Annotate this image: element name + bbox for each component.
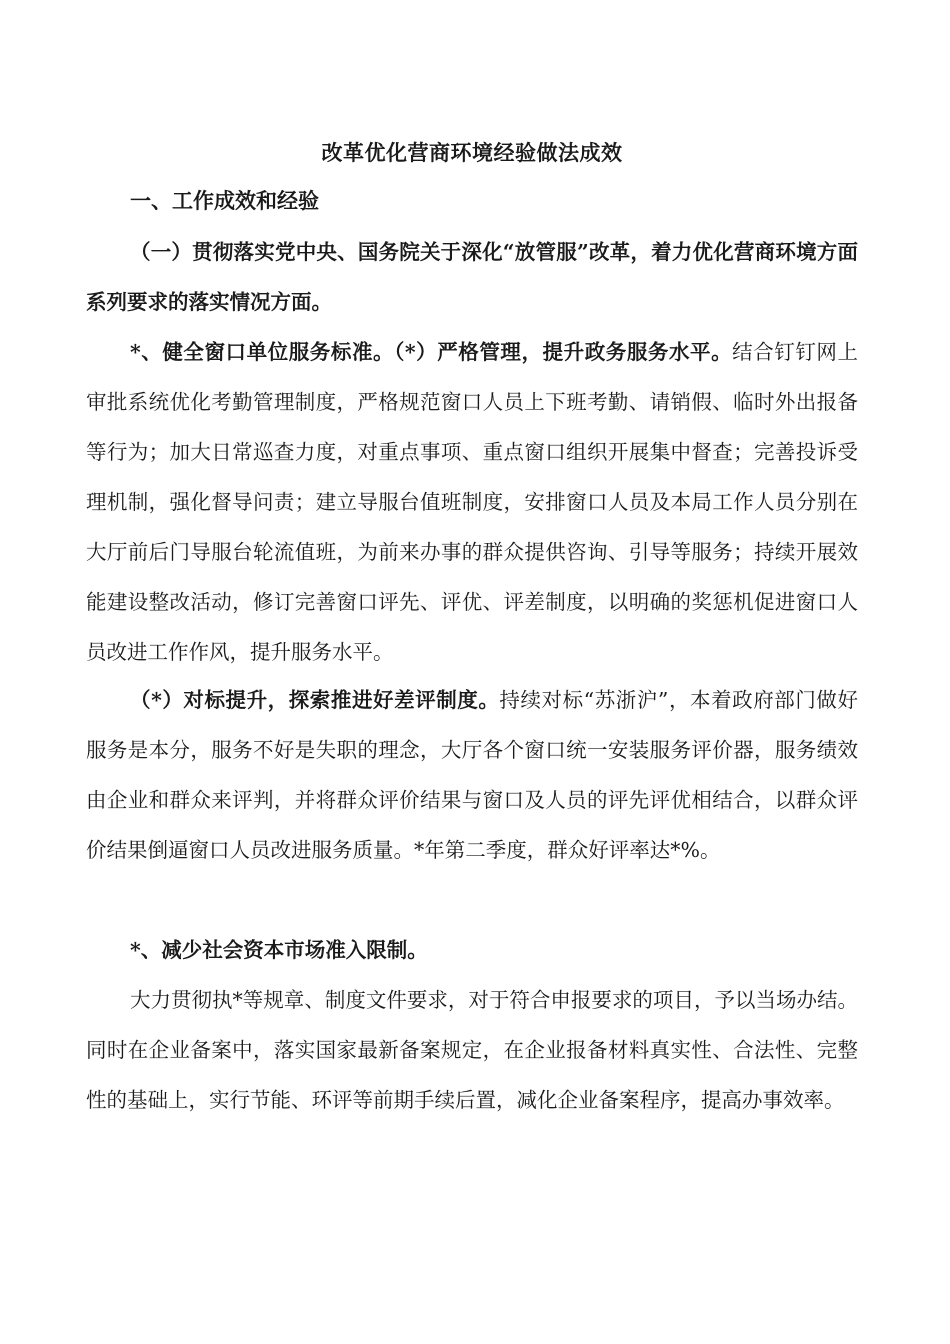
- paragraph-4: *、减少社会资本市场准入限制。: [130, 938, 428, 962]
- paragraph-1: （一）贯彻落实党中央、国务院关于深化“放管服”改革，着力优化营商环境方面系列要求的落实情况方面。: [86, 240, 858, 314]
- document-title: 改革优化营商环境经验做法成效: [321, 140, 623, 165]
- section-heading: 一、工作成效和经验: [130, 188, 319, 213]
- paragraph-2: [86, 327, 858, 677]
- paragraph-2-lead: *、健全窗口单位服务标准。（*）严格管理，提升政务服务水平。: [130, 340, 733, 364]
- paragraph-3-lead: （*）对标提升，探索推进好差评制度。: [130, 688, 500, 712]
- paragraph-2-body: 结合钉钉网上审批系统优化考勤管理制度，严格规范窗口人员上下班考勤、请销假、临时外出报备等行为；加大日常巡查力度，对重点事项、重点窗口组织开展集中督查；完善投诉受理机制，强化督导问责；建立导服台值班制度，安排窗口人员及本局工作人员分别在大厅前后门导服台轮流值班，为前来办事的群众提供咨询、引导等服务；持续开展效能建设整改活动，修订完善窗口评先、评优、评差制度，以明确的奖惩机促进窗口人员改进工作作风，提升服务水平。: [86, 340, 858, 664]
- paragraph-3-body: 持续对标“苏浙沪”，本着政府部门做好服务是本分，服务不好是失职的理念，大厅各个窗口统一安装服务评价器，服务绩效由企业和群众来评判，并将群众评价结果与窗口及人员的评先评优相结合，以群众评价结果倒逼窗口人员改进服务质量。*年第二季度，群众好评率达*%。: [86, 688, 858, 862]
- paragraph-5: 大力贯彻执*等规章、制度文件要求，对于符合申报要求的项目，予以当场办结。同时在企业备案中，落实国家最新备案规定，在企业报备材料真实性、合法性、完整性的基础上，实行节能、环评等前期手续后置，减化企业备案程序，提高办事效率。: [86, 988, 858, 1112]
- paragraph-3: [86, 675, 858, 875]
